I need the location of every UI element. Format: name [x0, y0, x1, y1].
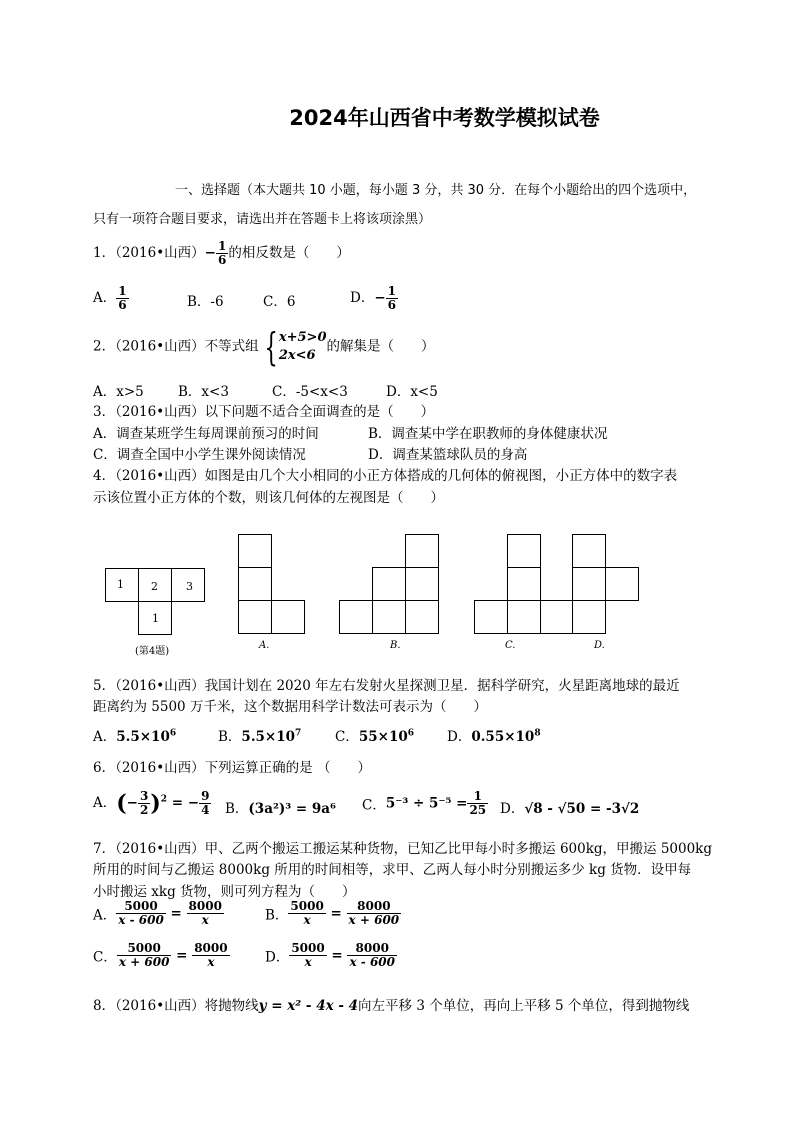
question-7-option-c[interactable]: C． $\frac{5000}{x + 600}$ = $\frac{8000}{x}$: [93, 941, 228, 969]
question-3-option-d[interactable]: D．调查某篮球队员的身高: [368, 447, 528, 463]
question-6-stem: 6．（2016•山西）下列运算正确的是 （ ）: [93, 760, 371, 776]
question-3-option-c[interactable]: C．调查全国中小学生课外阅读情况: [93, 447, 306, 463]
cell-number: 1: [152, 612, 159, 625]
question-3-stem: 3．（2016•山西）以下问题不适合全面调查的是（ ）: [93, 404, 435, 420]
option-a-label: A.: [259, 640, 270, 651]
option-d-label: D.: [594, 640, 605, 651]
question-2-option-d[interactable]: D．x<5: [386, 384, 438, 400]
question-3-option-a[interactable]: A．调查某班学生每周课前预习的时间: [93, 426, 319, 442]
question-1-stem: 1．（2016•山西）− $\frac{1}{6}$ 的相反数是（ ）: [93, 239, 350, 267]
question-7-stem-line1: 7．（2016•山西）甲、乙两个搬运工搬运某种货物，已知乙比甲每小时多搬运 600kg，甲搬运 5000kg: [93, 841, 713, 857]
fraction: $\frac{1}{6}$: [217, 239, 227, 267]
question-1-option-c[interactable]: C．6: [263, 294, 296, 310]
section-header-line2: 只有一项符合题目要求，请选出并在答题卡上将该项涂黑）: [93, 212, 432, 227]
question-6-option-d[interactable]: D．√8 - √50 = -3√2: [500, 801, 640, 817]
question-2-option-b[interactable]: B．x<3: [178, 384, 229, 400]
question-5-option-c[interactable]: C．$55\times 10^6$: [335, 728, 414, 745]
question-6-option-b[interactable]: B．(3a²)³ = 9a⁶: [225, 801, 336, 817]
inequality-system: x+5>0 2x<6: [278, 330, 327, 363]
question-5-option-b[interactable]: B．$5.5\times 10^7$: [218, 728, 302, 745]
question-2-option-c[interactable]: C．-5<x<3: [272, 384, 348, 400]
question-4-stem-line2: 示该位置小正方体的个数，则该几何体的左视图是（ ）: [93, 490, 444, 506]
question-6-option-c[interactable]: C．5⁻³ ÷ 5⁻⁵ = $\frac{1}{25}$: [362, 789, 487, 817]
question-3-option-b[interactable]: B．调查某中学在职教师的身体健康状况: [368, 426, 608, 442]
cell-number: 1: [117, 578, 124, 591]
question-1-option-d[interactable]: D．− $\frac{1}{6}$: [350, 284, 396, 312]
page-title: 2024年山西省中考数学模拟试卷: [289, 106, 600, 130]
question-4-stem-line1: 4．（2016•山西）如图是由几个大小相同的小正方体搭成的几何体的俯视图，小正方体中的数字表: [93, 468, 678, 484]
question-5-stem-line2: 距离约为 5500 万千米，这个数据用科学计数法可表示为（ ）: [93, 699, 487, 715]
question-8-stem: 8．（2016•山西）将抛物线y = x² - 4x - 4向左平移 3 个单位，再向上平移 5 个单位，得到抛物线: [93, 998, 690, 1014]
question-7-stem-line3: 小时搬运 xkg 货物，则可列方程为（ ）: [93, 884, 356, 900]
question-7-option-d[interactable]: D． $\frac{5000}{x}$ = $\frac{8000}{x - 600}$: [265, 941, 395, 969]
question-1-option-a[interactable]: A． $\frac{1}{6}$: [93, 284, 127, 312]
option-c-label: C.: [505, 640, 516, 651]
question-7-option-a[interactable]: A． $\frac{5000}{x - 600}$ = $\frac{8000}{x}$: [93, 899, 222, 927]
question-6-option-a[interactable]: A．(− $\frac{3}{2}$ )$^2$ = − $\frac{9}{4}$: [93, 789, 210, 817]
cell-number: 2: [151, 580, 158, 593]
cell-number: 3: [186, 580, 193, 593]
question-2-stem: 2．（2016•山西）不等式组 { x+5>0 2x<6 的解集是（ ）: [93, 325, 435, 369]
option-b-label: B.: [390, 640, 401, 651]
question-2-option-a[interactable]: A．x>5: [93, 384, 144, 400]
question-1-option-b[interactable]: B．-6: [187, 294, 224, 310]
question-5-option-a[interactable]: A．$5.5\times 10^6$: [93, 728, 177, 745]
question-7-stem-line2: 所用的时间与乙搬运 8000kg 所用的时间相等，求甲、乙两人每小时分别搬运多少 kg 货物．设甲每: [93, 862, 692, 878]
section-header-line1: 一、选择题（本大题共 10 小题，每小题 3 分，共 30 分．在每个小题给出的四个选项中，: [175, 183, 697, 198]
question-5-option-d[interactable]: D．$0.55\times 10^8$: [447, 728, 541, 745]
figure-caption: (第4题): [135, 646, 170, 657]
question-7-option-b[interactable]: B． $\frac{5000}{x}$ = $\frac{8000}{x + 600}$: [265, 899, 400, 927]
question-5-stem-line1: 5．（2016•山西）我国计划在 2020 年左右发射火星探测卫星．据科学研究，火星距离地球的最近: [93, 678, 680, 694]
